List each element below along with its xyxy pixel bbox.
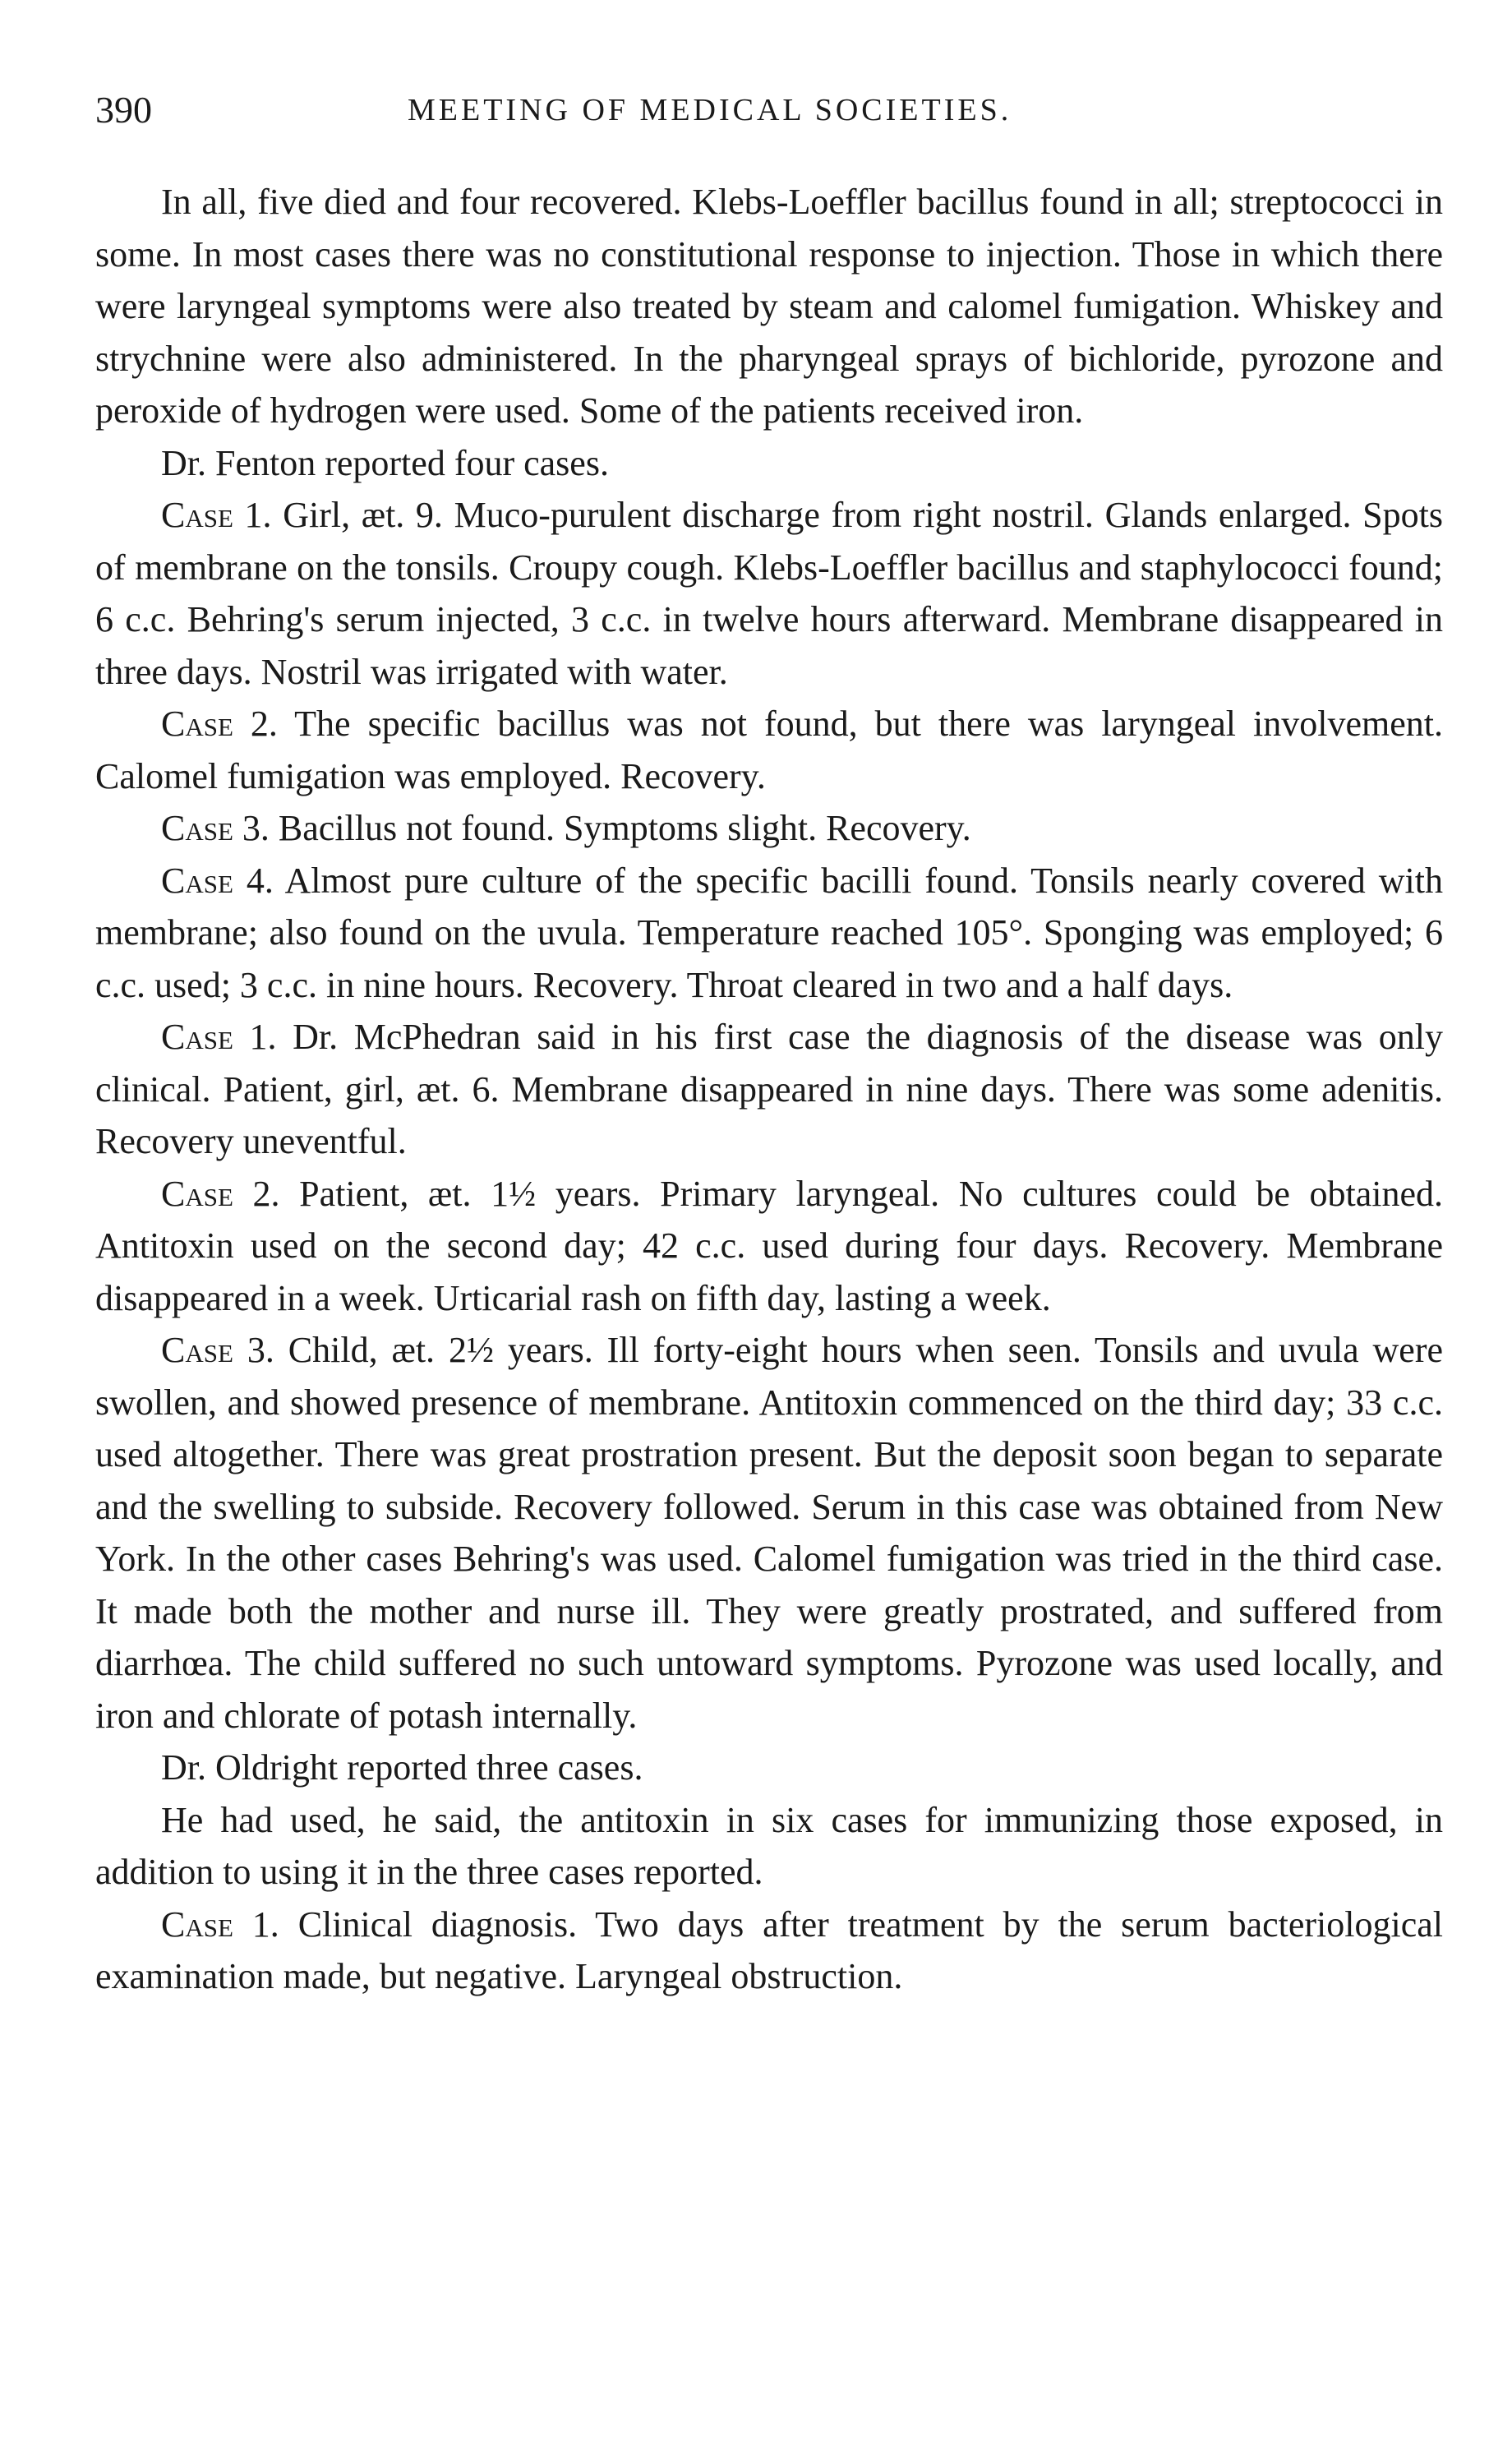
paragraph [95,1899,1443,2003]
paragraph [95,698,1443,802]
paragraph [95,855,1443,1012]
paragraph-text: Dr. McPhedran said in his first case the diagnosis of the disease was only clinical. Patient, girl, æt. 6. Membrane disappeared in nine days. There was some adenitis. Recovery uneventful. [95,1017,1444,1161]
paragraph [95,1011,1443,1168]
paragraph-text: Dr. Oldright reported three cases. [161,1747,643,1788]
paragraph-text: Clinical diagnosis. Two days after treatment by the serum bacteriological examination made, but negative. Laryngeal obstruction. [95,1903,1443,1996]
paragraph-text: Girl, æt. 9. Muco-purulent discharge from right nostril. Glands enlarged. Spots of membrane on the tonsils. Croupy cough. Klebs-Loeffler bacillus and staphylococci found; 6 c.c. Behring's serum injected, 3 c.c. in twelve hours afterward. Membrane disappeared in three days. Nostril was irrigated with water. [95,495,1443,692]
case-label: Case 1. [161,495,272,535]
case-label: Case 3. [161,808,270,848]
running-title: MEETING OF MEDICAL SOCIETIES. [408,93,1012,127]
paragraph [95,802,1443,855]
paragraph [95,1324,1443,1742]
paragraph [95,489,1443,698]
paragraph [95,1742,1443,1794]
case-label: Case 1. [161,1017,277,1057]
paragraph [95,1794,1443,1899]
paragraph-text: The specific bacillus was not found, but there was laryngeal involvement. Calomel fumigation was employed. Recovery. [95,704,1443,796]
paragraph-text: Bacillus not found. Symptoms slight. Recovery. [278,808,971,848]
paragraph-text: Almost pure culture of the specific bacilli found. Tonsils nearly covered with membrane; also found on the uvula. Temperature reached 105°. Sponging was employed; 6 c.c. used; 3 c.c. in nine hours. Recovery. Throat cleared in two and a half days. [95,860,1443,1005]
paragraph-text: Dr. Fenton reported four cases. [161,442,609,483]
paragraph [95,1168,1443,1325]
page-number: 390 [95,89,152,131]
case-label: Case 3. [161,1330,274,1370]
case-label: Case 1. [161,1903,279,1945]
case-label: Case 2. [161,704,278,744]
running-head [95,85,1443,135]
paragraph-text: Child, æt. 2½ years. Ill forty-eight hours when seen. Tonsils and uvula were swollen, and showed presence of membrane. Antitoxin commenced on the third day; 33 c.c. used altogether. There was great prostration present. But the deposit soon began to separate and the swelling to subside. Recovery followed. Serum in this case was obtained from New York. In the other cases Behring's was used. Calomel fumigation was tried in the third case. It made both the mother and nurse ill. They were greatly prostrated, and suffered from diarrhœa. The child suffered no such untoward symptoms. Pyrozone was used locally, and iron and chlorate of potash internally. [95,1330,1444,1736]
case-label: Case 2. [161,1173,280,1214]
paragraph-text: He had used, he said, the antitoxin in six cases for immunizing those exposed, in addition to using it in the three cases reported. [95,1799,1443,1892]
paragraph-text: Patient, æt. 1½ years. Primary laryngeal. No cultures could be obtained. Antitoxin used on the second day; 42 c.c. used during four days. Recovery. Membrane disappeared in a week. Urticarial rash on fifth day, lasting a week. [95,1173,1444,1318]
body-text [95,176,1443,2003]
paragraph [95,176,1443,437]
paragraph-text: In all, five died and four recovered. Klebs-Loeffler bacillus found in all; streptococci in some. In most cases there was no constitutional response to injection. Those in which there were laryngeal symptoms were also treated by steam and calomel fumigation. Whiskey and strychnine were also administered. In the pharyngeal sprays of bichloride, pyrozone and peroxide of hydrogen were used. Some of the patients received iron. [95,182,1443,431]
case-label: Case 4. [161,860,274,901]
paragraph [95,437,1443,490]
